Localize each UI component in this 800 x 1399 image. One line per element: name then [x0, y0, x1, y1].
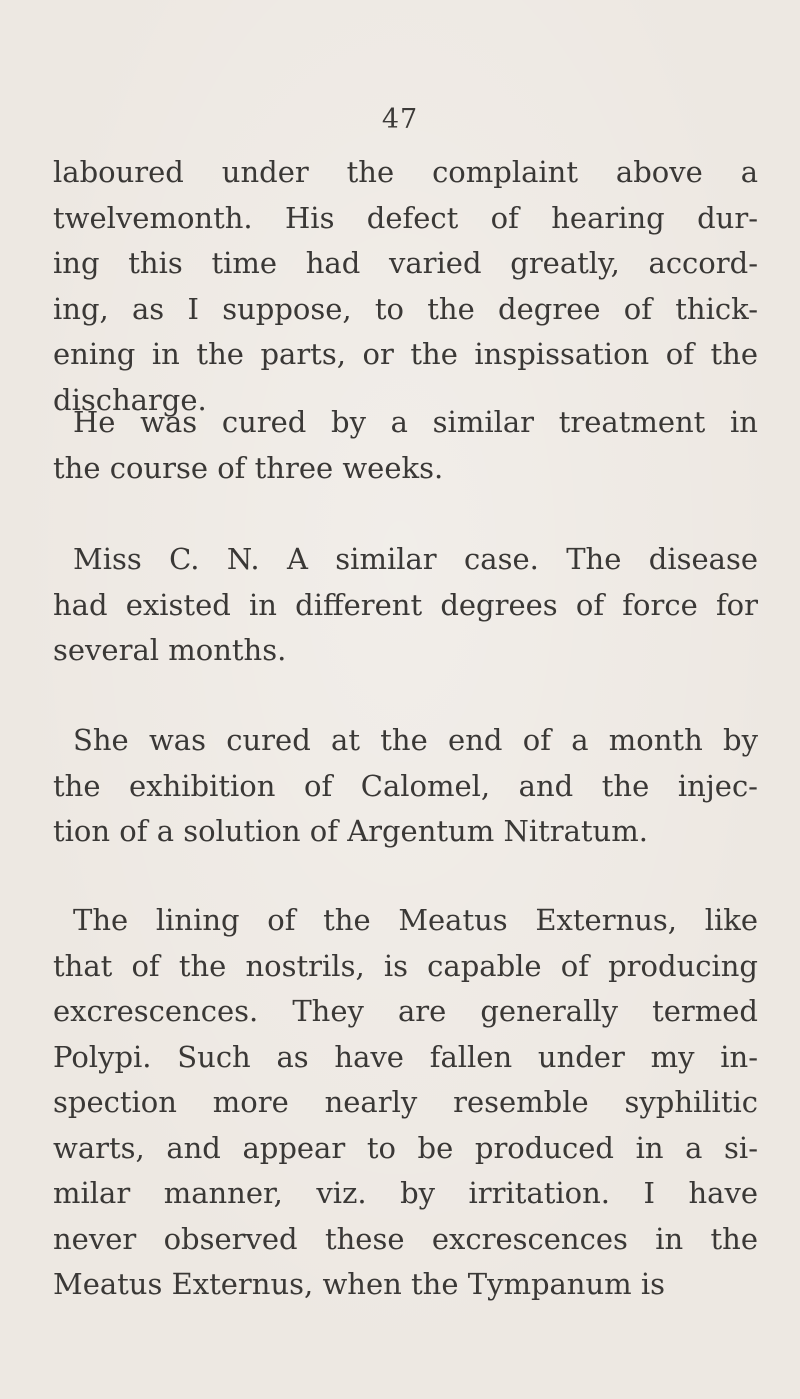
text-line: She was cured at the end of a month by — [73, 723, 758, 757]
text-line: the exhibition of Calomel, and the injec- — [53, 768, 758, 803]
text-line: ening in the parts, or the inspissation of the — [53, 337, 758, 371]
text-line: Miss C. N. A similar case. The disease — [73, 542, 758, 576]
text-line: excrescences. They are generally termed — [53, 994, 758, 1028]
text-line: Polypi. Such as have fallen under my in- — [53, 1039, 758, 1074]
paragraph-4 — [53, 718, 758, 855]
text-line: that of the nostrils, is capable of producing — [53, 948, 758, 983]
text-line: spection more nearly resemble syphilitic — [53, 1085, 758, 1119]
text-line: ing this time had varied greatly, accord- — [53, 246, 758, 280]
text-line: He was cured by a similar treatment in — [73, 405, 758, 439]
text-line: the course of three weeks. — [53, 450, 444, 485]
text-line: ing, as I suppose, to the degree of thick- — [53, 291, 758, 326]
paragraph-5 — [53, 898, 758, 1308]
text-line: warts, and appear to be produced in a si- — [53, 1130, 758, 1165]
paragraph-2 — [53, 400, 758, 491]
paragraph-1 — [53, 150, 758, 423]
text-line: twelvemonth. His defect of hearing dur- — [53, 200, 758, 235]
text-line: The lining of the Meatus Externus, like — [73, 903, 758, 937]
text-line: discharge. — [53, 382, 207, 417]
text-line: tion of a solution of Argentum Nitratum. — [53, 814, 648, 848]
paragraph-3 — [53, 537, 758, 674]
text-line: had existed in different degrees of force for — [53, 587, 758, 622]
text-line: several months. — [53, 633, 287, 667]
page-number: 47 — [381, 104, 419, 135]
text-line: laboured under the complaint above a — [53, 155, 758, 189]
text-line: never observed these excrescences in the — [53, 1221, 758, 1256]
text-line: Meatus Externus, when the Tympanum is — [53, 1267, 666, 1301]
text-line: milar manner, viz. by irritation. I have — [53, 1176, 758, 1210]
